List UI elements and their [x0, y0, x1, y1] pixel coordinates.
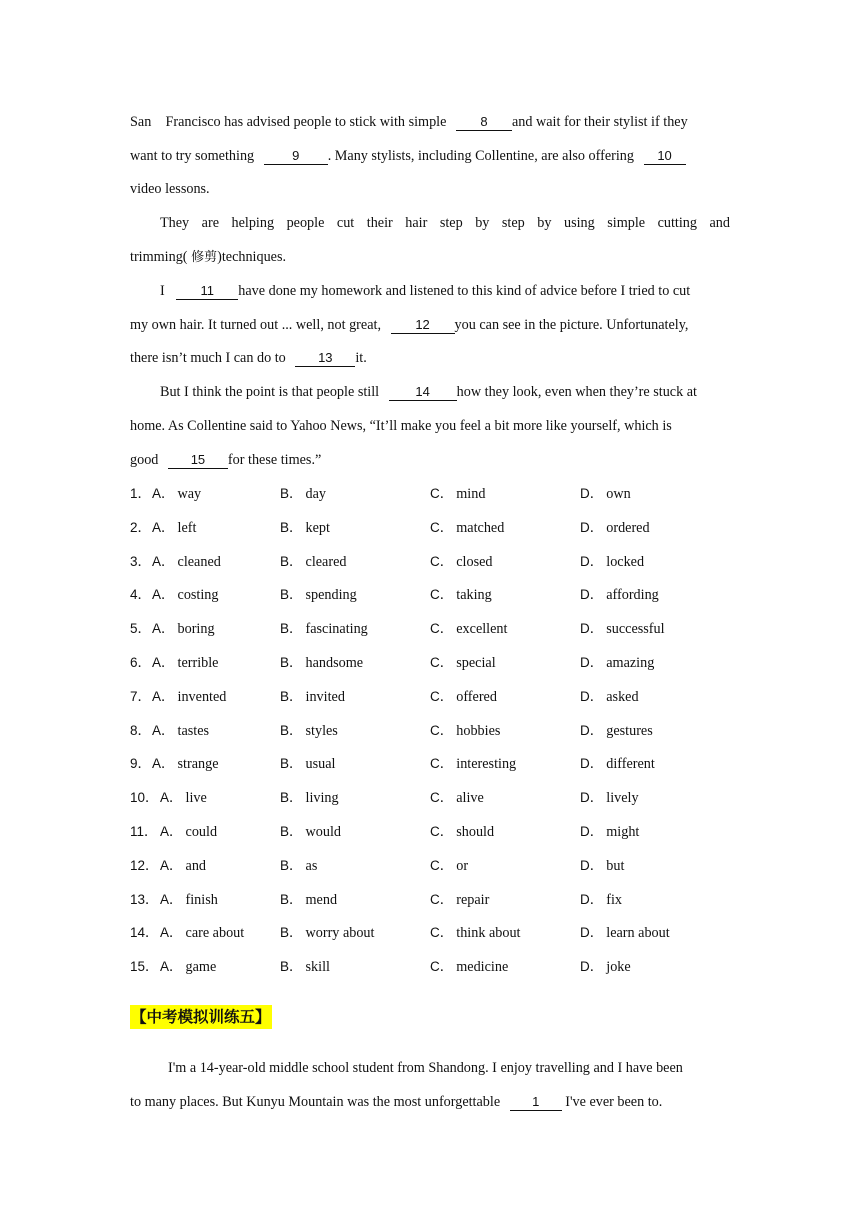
option-text: successful — [606, 621, 665, 638]
text: San Francisco has advised people to stick with simple — [130, 114, 447, 130]
question-number: 7． — [130, 688, 152, 704]
option-text: different — [606, 756, 655, 773]
option-b[interactable] — [280, 752, 335, 776]
option-c[interactable] — [430, 888, 489, 912]
option-d[interactable] — [580, 888, 622, 912]
text: want to try something — [130, 148, 255, 164]
option-text: fascinating — [305, 621, 368, 638]
question-number: 14． — [130, 925, 159, 941]
option-c[interactable] — [430, 617, 507, 641]
option-letter: A． — [160, 824, 183, 839]
option-text: fix — [606, 891, 623, 908]
option-text: taking — [456, 587, 492, 604]
option-letter: C． — [430, 621, 454, 637]
question-number: 8． — [130, 722, 152, 738]
option-d[interactable] — [580, 550, 644, 574]
passage-line — [130, 110, 730, 134]
option-row — [130, 719, 730, 743]
option-text: kept — [305, 519, 330, 536]
text: home. As Collentine said to Yahoo News, “It’ll make you feel a bit more like yourself, which is — [130, 418, 672, 434]
chinese-gloss: 修剪 — [191, 250, 218, 265]
option-letter: C． — [430, 790, 454, 806]
passage-line — [168, 1056, 730, 1080]
option-text: invited — [305, 688, 345, 705]
question-number: 9． — [130, 756, 152, 772]
option-text: mind — [456, 486, 486, 502]
blank-1[interactable]: 1 — [510, 1093, 562, 1111]
option-text: usual — [305, 756, 336, 773]
question-number: 11． — [130, 824, 158, 839]
option-letter: B． — [280, 553, 303, 569]
option-c[interactable] — [430, 955, 508, 979]
option-d[interactable] — [580, 955, 631, 979]
option-letter: B． — [280, 925, 303, 941]
option-row — [130, 820, 730, 844]
option-letter: A． — [160, 891, 183, 907]
option-a[interactable] — [152, 617, 215, 641]
option-row — [130, 854, 730, 878]
passage-line — [160, 211, 730, 235]
option-c[interactable] — [430, 854, 468, 878]
option-letter: B． — [280, 688, 303, 704]
option-b[interactable] — [280, 651, 363, 675]
option-letter: B． — [280, 824, 303, 839]
question-number: 2． — [130, 519, 152, 535]
option-text: day — [305, 486, 327, 502]
option-letter: A． — [160, 959, 183, 975]
option-text: care about — [185, 925, 245, 942]
option-text: styles — [305, 722, 338, 739]
option-text: learn about — [606, 925, 670, 942]
option-a[interactable] — [160, 921, 244, 945]
option-text: offered — [456, 688, 497, 705]
option-a[interactable] — [152, 752, 219, 776]
option-text: way — [177, 486, 202, 502]
option-b[interactable] — [280, 482, 326, 506]
option-a[interactable] — [152, 719, 209, 743]
option-letter: B． — [280, 621, 303, 637]
option-c[interactable] — [430, 651, 496, 675]
option-row — [130, 786, 730, 810]
option-letter: D． — [580, 486, 604, 501]
option-letter: D． — [580, 891, 604, 907]
option-text: think about — [456, 925, 521, 942]
option-a[interactable] — [152, 651, 218, 675]
passage-line — [160, 279, 730, 303]
option-d[interactable] — [580, 482, 631, 506]
option-text: costing — [177, 587, 219, 604]
question-number: 1． — [130, 486, 152, 501]
option-letter: C． — [430, 891, 454, 907]
passage-line — [130, 313, 730, 337]
option-letter: B． — [280, 959, 303, 975]
option-letter: D． — [580, 688, 604, 704]
option-a[interactable] — [160, 786, 207, 810]
text: They are helping people cut their hair step by step by using simple cutting and — [160, 215, 730, 231]
option-row — [130, 651, 730, 675]
option-letter: B． — [280, 587, 303, 603]
option-letter: C． — [430, 756, 454, 772]
option-text: lively — [606, 790, 639, 807]
option-a[interactable] — [160, 854, 206, 878]
option-text: game — [185, 959, 217, 976]
option-letter: C． — [430, 959, 454, 975]
option-row — [130, 921, 730, 945]
option-a[interactable] — [152, 516, 196, 540]
question-number: 15． — [130, 959, 159, 975]
text: good — [130, 452, 159, 468]
text: and wait for their stylist if they — [511, 114, 688, 130]
option-text: hobbies — [456, 722, 501, 739]
option-d[interactable] — [580, 719, 653, 743]
option-text: or — [456, 857, 469, 874]
question-number: 3． — [130, 553, 152, 569]
text: I'm a 14-year-old middle school student from Shandong. I enjoy travelling and I have been — [168, 1060, 683, 1076]
option-text: skill — [305, 959, 330, 976]
option-letter: D． — [580, 857, 604, 873]
question-number: 12． — [130, 857, 159, 873]
option-text: terrible — [177, 655, 219, 671]
option-text: amazing — [606, 655, 655, 671]
option-text: should — [456, 824, 495, 840]
option-row — [130, 685, 730, 709]
option-d[interactable] — [580, 516, 650, 540]
option-c[interactable] — [430, 921, 520, 945]
option-text: own — [606, 486, 631, 502]
option-d[interactable] — [580, 583, 659, 607]
question-number: 13． — [130, 891, 159, 907]
option-a[interactable] — [152, 550, 221, 574]
option-text: tastes — [177, 722, 210, 739]
option-c[interactable] — [430, 685, 497, 709]
passage-line — [130, 414, 730, 438]
option-text: gestures — [606, 722, 653, 739]
option-text: matched — [456, 519, 505, 536]
option-b[interactable] — [280, 955, 330, 979]
option-a[interactable] — [160, 955, 216, 979]
option-text: asked — [606, 688, 639, 705]
option-letter: A． — [160, 790, 183, 806]
blank-11[interactable]: 11 — [176, 282, 238, 300]
option-text: interesting — [456, 756, 517, 773]
text: it. — [355, 350, 367, 366]
option-letter: A． — [152, 688, 175, 704]
text: trimming( — [130, 249, 188, 265]
option-letter: B． — [280, 722, 303, 738]
option-text: living — [305, 790, 339, 807]
option-letter: B． — [280, 519, 303, 535]
option-letter: D． — [580, 824, 604, 839]
option-letter: D． — [580, 722, 604, 738]
option-b[interactable] — [280, 617, 368, 641]
option-text: handsome — [305, 655, 364, 671]
question-number: 6． — [130, 655, 152, 670]
text: I — [160, 283, 165, 299]
option-b[interactable] — [280, 685, 345, 709]
option-d[interactable] — [580, 820, 639, 844]
option-text: could — [185, 824, 218, 840]
text: for these times.” — [227, 452, 322, 468]
option-text: would — [305, 824, 341, 840]
option-text: and — [185, 857, 207, 874]
option-letter: C． — [430, 688, 454, 704]
question-number: 5． — [130, 621, 152, 637]
option-c[interactable] — [430, 550, 493, 574]
question-number: 4． — [130, 587, 152, 603]
option-d[interactable] — [580, 651, 654, 675]
option-b[interactable] — [280, 921, 374, 945]
option-text: left — [177, 519, 197, 536]
option-letter: A． — [152, 722, 175, 738]
option-text: locked — [606, 553, 645, 570]
option-letter: A． — [152, 655, 175, 670]
option-b[interactable] — [280, 583, 357, 607]
option-letter: C． — [430, 486, 454, 501]
option-text: cleaned — [177, 553, 221, 570]
option-text: as — [305, 857, 318, 874]
option-letter: A． — [160, 925, 183, 941]
option-letter: B． — [280, 486, 303, 501]
option-b[interactable] — [280, 516, 330, 540]
option-letter: C． — [430, 655, 454, 670]
passage-line — [130, 1090, 730, 1114]
option-text: live — [185, 790, 207, 807]
option-text: excellent — [456, 621, 508, 638]
option-letter: D． — [580, 553, 604, 569]
option-row — [130, 550, 730, 574]
text: )techniques. — [217, 249, 287, 265]
text: to many places. But Kunyu Mountain was the most unforgettable — [130, 1094, 501, 1110]
option-d[interactable] — [580, 752, 655, 776]
option-d[interactable] — [580, 786, 639, 810]
option-letter: D． — [580, 925, 604, 941]
option-row — [130, 752, 730, 776]
option-letter: B． — [280, 857, 303, 873]
passage-line — [130, 448, 730, 472]
option-d[interactable] — [580, 617, 665, 641]
text: there isn’t much I can do to — [130, 350, 286, 366]
option-b[interactable] — [280, 719, 338, 743]
option-letter: D． — [580, 621, 604, 637]
option-a[interactable] — [152, 685, 226, 709]
option-a[interactable] — [152, 583, 219, 607]
option-letter: C． — [430, 553, 454, 569]
option-text: mend — [305, 891, 338, 908]
option-text: closed — [456, 553, 493, 570]
option-text: but — [606, 857, 625, 874]
option-letter: C． — [430, 519, 454, 535]
option-letter: D． — [580, 655, 604, 670]
option-text: medicine — [456, 959, 509, 976]
option-letter: D． — [580, 587, 604, 603]
passage-line — [130, 144, 730, 168]
option-d[interactable] — [580, 685, 639, 709]
text: But I think the point is that people still — [160, 384, 380, 400]
option-row — [130, 482, 730, 506]
option-letter: B． — [280, 655, 303, 670]
option-b[interactable] — [280, 786, 339, 810]
option-letter: B． — [280, 756, 303, 772]
blank-14[interactable]: 14 — [389, 383, 457, 401]
option-letter: C． — [430, 857, 454, 873]
option-text: finish — [185, 891, 218, 908]
option-c[interactable] — [430, 752, 516, 776]
option-text: affording — [606, 587, 659, 604]
option-letter: C． — [430, 587, 454, 603]
option-text: special — [456, 655, 496, 671]
text: have done my homework and listened to this kind of advice before I tried to cut — [238, 283, 691, 299]
option-letter: B． — [280, 891, 303, 907]
option-letter: C． — [430, 722, 454, 738]
text: . Many stylists, including Collentine, are also offering — [327, 148, 634, 164]
option-b[interactable] — [280, 854, 317, 878]
option-d[interactable] — [580, 854, 624, 878]
option-letter: A． — [152, 756, 175, 772]
option-row — [130, 583, 730, 607]
blank-9[interactable]: 9 — [264, 147, 328, 165]
blank-12[interactable]: 12 — [391, 316, 455, 334]
option-text: might — [606, 824, 640, 840]
option-letter: A． — [152, 587, 175, 603]
option-row — [130, 955, 730, 979]
option-letter: A． — [152, 553, 175, 569]
option-text: repair — [456, 891, 490, 908]
passage-line — [160, 380, 730, 404]
option-a[interactable] — [160, 820, 217, 844]
option-b[interactable] — [280, 888, 337, 912]
option-letter: D． — [580, 519, 604, 535]
option-a[interactable] — [152, 482, 201, 506]
option-text: alive — [456, 790, 484, 807]
blank-10[interactable]: 10 — [644, 147, 686, 165]
option-a[interactable] — [160, 888, 218, 912]
blank-13[interactable]: 13 — [295, 349, 355, 367]
option-letter: A． — [152, 519, 175, 535]
question-number: 10． — [130, 790, 159, 806]
option-text: cleared — [305, 553, 347, 570]
option-letter: D． — [580, 756, 604, 772]
option-text: invented — [177, 688, 227, 705]
option-d[interactable] — [580, 921, 670, 945]
option-letter: C． — [430, 925, 454, 941]
section-title: 【中考模拟训练五】 — [130, 1005, 272, 1029]
option-letter: A． — [152, 621, 175, 637]
blank-15[interactable]: 15 — [168, 451, 228, 469]
option-letter: A． — [152, 486, 175, 501]
option-c[interactable] — [430, 786, 484, 810]
option-text: strange — [177, 756, 219, 773]
option-c[interactable] — [430, 516, 504, 540]
option-c[interactable] — [430, 820, 494, 844]
option-letter: C． — [430, 824, 454, 839]
text: you can see in the picture. Unfortunately, — [454, 317, 689, 333]
option-text: boring — [177, 621, 215, 638]
option-letter: D． — [580, 790, 604, 806]
option-row — [130, 516, 730, 540]
text: I've ever been to. — [565, 1094, 663, 1110]
option-b[interactable] — [280, 550, 346, 574]
option-letter: A． — [160, 857, 183, 873]
option-text: ordered — [606, 519, 650, 536]
option-text: joke — [606, 959, 631, 976]
option-text: spending — [305, 587, 357, 604]
text: how they look, even when they’re stuck at — [456, 384, 697, 400]
option-c[interactable] — [430, 719, 500, 743]
option-c[interactable] — [430, 482, 485, 506]
passage-line — [130, 245, 730, 269]
text: my own hair. It turned out ... well, not great, — [130, 317, 381, 333]
passage-line — [130, 346, 730, 370]
option-text: worry about — [305, 925, 375, 942]
option-c[interactable] — [430, 583, 492, 607]
blank-8[interactable]: 8 — [456, 113, 512, 131]
option-letter: D． — [580, 959, 604, 975]
option-b[interactable] — [280, 820, 341, 844]
passage-line — [130, 177, 730, 201]
option-letter: B． — [280, 790, 303, 806]
option-row — [130, 888, 730, 912]
option-row — [130, 617, 730, 641]
text: video lessons. — [130, 181, 210, 197]
